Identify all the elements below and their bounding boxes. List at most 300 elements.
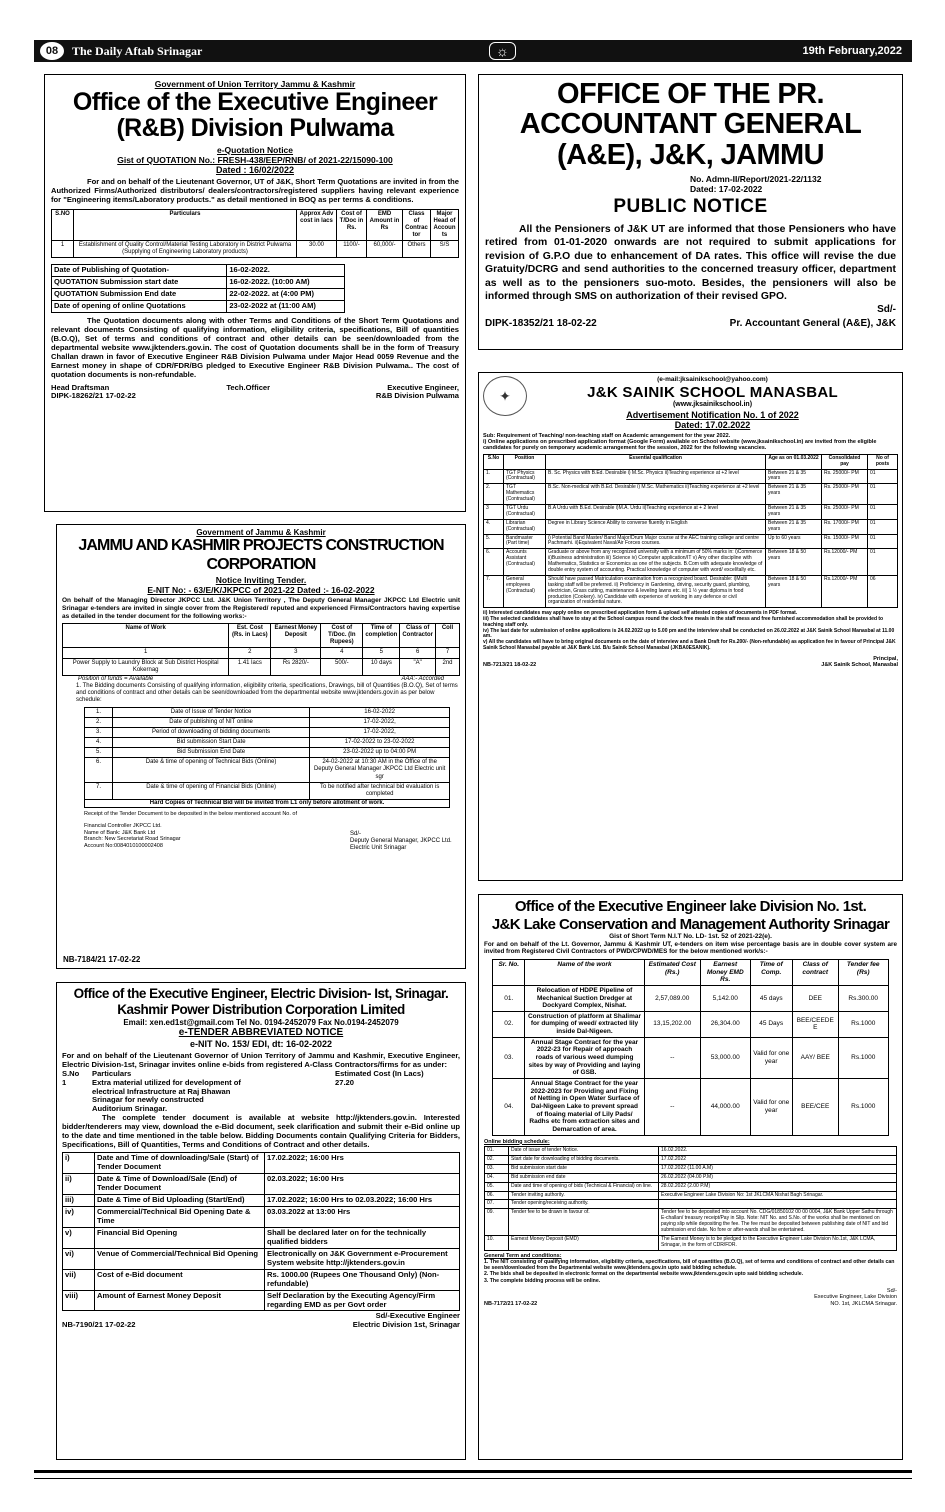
jkpcc-sd: Sd/-: [350, 831, 362, 838]
sainik-dated: Dated: 17.02.2022: [674, 420, 751, 431]
table-cell: 44,000.00: [700, 1079, 750, 1136]
table-cell: Commercial/Technical Bid Opening Date & Time: [95, 1206, 265, 1227]
table-row: [85, 782, 450, 799]
table-cell: Rs. 1000.00 (Rupees One Thousand Only) (Non-refundable): [265, 1269, 460, 1290]
table-cell: Bandmaster (Part time): [504, 534, 546, 549]
table-cell: 13,15,202.00: [644, 1011, 700, 1037]
table-cell: 01: [868, 519, 898, 534]
table-row: [485, 1147, 897, 1156]
table-header-row: [63, 624, 460, 648]
kpdcl-notice: [56, 982, 466, 1460]
table-row: [85, 758, 450, 782]
table-header-row: [493, 959, 888, 985]
jkpcc-govt: Government of Jammu & Kashmir: [196, 528, 326, 537]
table-cell: 17-02-2022,: [310, 718, 450, 728]
table-cell: 03.03.2022 at 13:00 Hrs: [265, 1206, 460, 1227]
table-cell: 26,304.00: [700, 1011, 750, 1037]
table-cell: Date of publishing of NIT online: [113, 718, 310, 728]
table-cell: Rs.12000/- PM: [822, 549, 868, 576]
sainik-intro: i) Online applications on prescribed application format (Google Form) available on School website (www.jksainikschool.in) are invited from the eligible candidates for purely on temporary academic arrangement for the session, 2022 for the following vacancies.: [483, 439, 877, 452]
sainik-title: J&K SAINIK SCHOOL MANASBAL: [587, 383, 838, 401]
jkpcc-acct-line: Account No:0084010100002408: [84, 842, 163, 849]
table-cell: 26.02.2022 (04.00 P.M): [659, 1173, 897, 1182]
rnb-notice: e-Quotation Notice: [216, 144, 294, 155]
table-cell: 30.00: [297, 241, 337, 258]
table-row: [52, 265, 345, 277]
kpdcl-w-sno: 1: [62, 1077, 67, 1087]
kpdcl-w-cost: 27.20: [335, 1077, 355, 1087]
table-row: [52, 241, 459, 258]
table-cell: Between 21 & 35 years: [766, 504, 822, 519]
page-header-bar: [34, 40, 912, 62]
rnb-dates-table: [51, 264, 345, 312]
ag-sd: Sd/-: [877, 303, 896, 315]
table-cell: Date and Time of downloading/Sale (Start) of Tender Document: [95, 1153, 265, 1174]
table-cell: Date of issue of tender Notice.: [509, 1147, 659, 1156]
table-row: [63, 1248, 460, 1269]
table-cell: 2.: [85, 718, 113, 728]
table-row: [484, 534, 898, 549]
table-cell: 10.: [485, 1235, 509, 1250]
table-cell: "A": [400, 658, 436, 675]
sainik-ref: NB-7213/21 18-02-22: [483, 662, 537, 669]
table-cell: 02.03.2022; 16:00 Hrs: [265, 1174, 460, 1195]
sainik-email: (e-mail:jksainikschool@yahoo.com): [657, 376, 768, 383]
table-cell: Accounts Assistant (Contractual): [504, 549, 546, 576]
table-cell: 17.02.2022; 16:00 Hrs: [265, 1153, 460, 1174]
table-row: [85, 707, 450, 717]
table-cell: 07.: [485, 1200, 509, 1209]
table-cell: Others: [403, 241, 431, 258]
lcma-gist: Gist of Short Term N.I.T No. LD- 1st. 52 of 2021-22(e).: [609, 933, 772, 941]
table-cell: Rs. 25000/- PM: [822, 504, 868, 519]
jkpcc-ref: NB-7184/21 17-02-22: [63, 954, 141, 964]
page-number: 08: [40, 42, 64, 60]
rnb-gist: Gist of QUOTATION No.: FRESH-438/EEP/RNB/ of 2021-22/15090-100: [117, 154, 393, 165]
table-cell: Rs.1000: [838, 1037, 888, 1078]
table-cell: 24-02-2022 at 10:30 AM in the Office of the Deputy General Manager JKPCC Ltd Electric unit sgr: [310, 758, 450, 782]
kpdcl-title-1: Office of the Executive Engineer, Electric Division- Ist, Srinagar.: [73, 986, 449, 1001]
rnb-ref: DIPK-18262/21 17-02-22: [51, 391, 136, 401]
table-cell: iv): [63, 1206, 95, 1227]
table-cell: 02.: [485, 1156, 509, 1165]
table-header: Cost of T/Doc. (In Rupees): [321, 624, 363, 648]
table-cell: Date & Time of Download/Sale (End) of Tender Document: [95, 1174, 265, 1195]
table-cell: Tender fee to be drawn in favour of.: [509, 1209, 659, 1236]
table-cell: 10 days: [363, 658, 400, 675]
table-cell: Rs.1000: [838, 1079, 888, 1136]
table-cell: Bid submission start date: [509, 1164, 659, 1173]
table-cell: v): [63, 1227, 95, 1248]
lcma-notice: [478, 894, 903, 1460]
table-header: Consolidated pay: [822, 454, 868, 469]
table-header: Cost of T/Doc in Rs.: [337, 210, 367, 241]
jkpcc-p1: 1. The Bidding documents Consisting of qualifying information, eligibility criteria, specifications, Drawings, bill of Quantities (B.O.Q), Set of terms and conditions of contract and other details can be seen/downloaded from the departmental website www.jktenders.gov.in as per below schedule:: [76, 682, 458, 703]
table-header: Position: [504, 454, 546, 469]
table-cell: Earnest Money Deposit (EMD): [509, 1235, 659, 1250]
lcma-gen-item: 2. The bids shall be deposited in electronic format on the departmental website www.jktenders.gov.in upto said bidding schedule.: [484, 1271, 804, 1278]
sainik-school-notice: [478, 372, 903, 881]
table-cell: Between 21 & 35 years: [766, 469, 822, 484]
table-cell: vii): [63, 1269, 95, 1290]
table-cell: S/S: [431, 241, 459, 258]
table-header: Class of Contractor: [400, 624, 436, 648]
table-cell: --: [644, 1079, 700, 1136]
table-row: [52, 277, 345, 289]
table-cell: 3: [271, 648, 321, 658]
table-cell: 1.: [484, 469, 504, 484]
jkpcc-aaa: AAA:- Accorded: [401, 675, 444, 682]
table-cell: 09.: [485, 1209, 509, 1236]
table-row: [63, 1206, 460, 1227]
kpdcl-title-2: Kashmir Power Distribution Corporation Limited: [117, 1001, 405, 1017]
table-cell: Date & time of opening of Financial Bids (Online): [113, 782, 310, 799]
table-cell: Venue of Commercial/Technical Bid Opening: [95, 1248, 265, 1269]
sainik-principal: Principal,: [873, 655, 898, 662]
sig-division: R&B Division Pulwama: [375, 391, 459, 401]
sainik-note: v) All the candidates will have to bring original documents on the date of interview and a Bank Draft for Rs.200/- (Non-refundable) as application fee in favour of Principal J&K Sainik School Manasbal payable at J&K Bank Ltd. B/u Sainik School Manasbal (JKBA0ESANIK).: [483, 639, 896, 651]
table-cell: 23-02-2022 at (11:00 AM): [227, 301, 344, 313]
table-cell: 06: [868, 575, 898, 607]
jkpcc-sign: Deputy General Manager, JKPCC Ltd. Electric Unit Srinagar: [350, 838, 452, 852]
table-cell: i): [63, 1153, 95, 1174]
table-row: [485, 1191, 897, 1200]
table-header: Age as on 01.03.2022: [766, 454, 822, 469]
table-header: Time of Comp.: [750, 959, 792, 985]
table-row: [63, 1227, 460, 1248]
table-header-row: [484, 454, 898, 469]
table-cell: 01.: [493, 985, 525, 1011]
jkpcc-acct-line: Branch: New Secretariat Road Srinagar: [84, 836, 181, 843]
kpdcl-sd: Sd/-Executive Engineer: [375, 1311, 460, 1321]
table-row: [493, 985, 888, 1011]
lcma-title-2: J&K Lake Conservation and Management Authority Srinagar: [491, 915, 890, 933]
table-row: [485, 1156, 897, 1165]
kpdcl-schedule-table: [62, 1152, 460, 1311]
table-cell: 1.41 lacs: [229, 658, 271, 675]
table-cell: --: [644, 1037, 700, 1078]
table-cell: Period of downloading of bidding documents: [113, 728, 310, 738]
table-cell: Power Supply to Laundry Block at Sub District Hospital Kokernag: [63, 658, 229, 675]
jkpcc-receipt: Receipt of the Tender Document to be deposited in the below mentioned account No. of: [84, 810, 298, 817]
table-cell: 05.: [485, 1182, 509, 1191]
table-cell: Valid for one year: [750, 1037, 792, 1078]
table-cell: Rs. 25000/- PM: [822, 469, 868, 484]
table-header: No of posts: [868, 454, 898, 469]
table-cell: BEE/CEEDE E: [792, 1011, 838, 1037]
rnb-title-2: (R&B) Division Pulwama: [116, 114, 394, 143]
jkpcc-intro: On behalf of the Managing Director JKPCC Ltd. J&K Union Territory , The Deputy General Manager JKPCC Ltd Electric unit Srinagar e-tenders are invited in single cover from the Registered/ reputed and experienced Firms/Contractors having expertise as detailed in the tender document for the following works:-: [62, 597, 460, 620]
table-row: [85, 738, 450, 748]
table-row: [52, 289, 345, 301]
kpdcl-notice-title: e-TENDER ABBREVIATED NOTICE: [178, 1027, 344, 1039]
lcma-sd: Sd/-: [886, 1287, 897, 1294]
table-cell: 2: [229, 648, 271, 658]
table-cell: 17.02.2022; 16:00 Hrs to 02.03.2022; 16:00 Hrs: [265, 1194, 460, 1206]
table-header: Time of completion: [363, 624, 400, 648]
rnb-dated: Dated : 16/02/2022: [215, 164, 295, 175]
table-cell: QUOTATION Submission End date: [52, 289, 227, 301]
table-row: [63, 658, 460, 675]
table-cell: viii): [63, 1290, 95, 1311]
table-cell: 45 Days: [750, 1011, 792, 1037]
table-cell: 1: [52, 241, 74, 258]
table-cell: Establishment of Quality Control/Material Testing Laboratory in District Pulwama (Supplying of Engineering Laboratory products): [74, 241, 297, 258]
table-cell: 5,142.00: [700, 985, 750, 1011]
table-cell: B.A Urdu with B.Ed. Desirable i)M.A. Urdu ii)Teaching experience at + 2 level: [546, 504, 766, 519]
rnb-govt: Government of Union Territory Jammu & Kashmir: [154, 79, 356, 89]
issue-date: 19th February,2022: [802, 44, 902, 57]
jkpcc-acct-line: Name of Bank: J&K Bank Ltd: [84, 829, 156, 836]
table-cell: Start date for downloading of bidding documents.: [509, 1156, 659, 1165]
table-cell: Degree in Library Science Ability to converse fluently in English: [546, 519, 766, 534]
lcma-schedule-table: [484, 1146, 897, 1251]
table-cell: 17.02.2022: [659, 1156, 897, 1165]
bottom-rule-thin: [34, 1478, 912, 1479]
table-cell: 2nd: [436, 658, 460, 675]
sainik-table: [483, 454, 898, 609]
kpdcl-contact: Email: xen.ed1st@gmail.com Tel No. 0194-2452079 Fax No.0194-2452079: [123, 1017, 399, 1027]
table-row: [63, 1194, 460, 1206]
table-cell: 1100/-: [337, 241, 367, 258]
table-cell: 1: [63, 648, 229, 658]
lcma-sign: Executive Engineer, Lake Division NO. 1st, JKLCMA Srinagar.: [814, 1294, 897, 1307]
table-cell: 53,000.00: [700, 1037, 750, 1078]
table-cell: 7.: [484, 575, 504, 607]
ag-ref: DIPK-18352/21 18-02-22: [485, 317, 597, 329]
jkpcc-work-table: [62, 623, 460, 675]
table-cell: 01: [868, 469, 898, 484]
table-row: [493, 1079, 888, 1136]
table-cell: Date of Publishing of Quotation-: [52, 265, 227, 277]
sainik-adv: Advertisement Notification No. 1 of 2022: [626, 409, 799, 420]
table-cell: 5.: [85, 748, 113, 758]
table-cell: B. Sc. Physics with B.Ed. Desirable i) M.Sc. Physics ii)Teaching experience at +2 level: [546, 469, 766, 484]
jkpcc-hard: Hard Copies of Technical Bid will be invited from L1 only before allotment of work.: [84, 800, 450, 808]
table-row: [493, 1037, 888, 1078]
table-cell: Relocation of HDPE Pipeline of Mechanical Suction Dredger at Dockyard Complex, Nishat.: [525, 985, 644, 1011]
table-cell: Valid for one year: [750, 1079, 792, 1136]
table-header: Estimated Cost (Rs.): [644, 959, 700, 985]
table-cell: Bid submission end date: [509, 1173, 659, 1182]
table-cell: [659, 1200, 897, 1209]
lcma-ref: NB-7172/21 17-02-22: [484, 1300, 538, 1307]
rnb-pulwama-notice: [44, 74, 466, 512]
kpdcl-ref: NB-7190/21 17-02-22: [62, 1320, 136, 1330]
table-cell: 01: [868, 534, 898, 549]
table-cell: 01: [868, 484, 898, 505]
sainik-sub: Sub: Requirement of Teaching/ non-teaching staff on Academic arrangement for the year 2022.: [483, 432, 731, 439]
table-cell: Should have passed Matriculation examination from a recognized board. Desirable: i)Multi tasking staff will be preferred. ii) Proficiency in Gardening, driving, security guard, plumbing, electrician, Grass cutting, maintenance & leveling lawns etc. iii) 1 ½ year diploma in food production (Cookery). iv) Candidate with experience of working in any defence or civil organization of residential nature.: [546, 575, 766, 607]
table-header: Name of the work: [525, 959, 644, 985]
table-row: [484, 549, 898, 576]
lcma-work-table: [492, 959, 888, 1136]
table-cell: iii): [63, 1194, 95, 1206]
table-cell: 6: [400, 648, 436, 658]
table-row: [485, 1200, 897, 1209]
sainik-school-sign: J&K Sainik School, Manasbal: [821, 662, 898, 669]
table-cell: 6.: [484, 549, 504, 576]
rnb-table: [51, 209, 459, 258]
jkpcc-schedule-table: [84, 707, 450, 800]
table-cell: 4.: [484, 519, 504, 534]
table-cell: Electronically on J&K Government e-Procurement System website http://jktenders.gov.in: [265, 1248, 460, 1269]
table-cell: 28.02.2022 (2.00 P.M): [659, 1182, 897, 1191]
table-cell: 4: [321, 648, 363, 658]
table-cell: The Earnest Money is to be pledged to the Executive Engineer Lake Division No.1st, J&K LCMA, Srinagar, in the form of CDR/FDR.: [659, 1235, 897, 1250]
table-cell: Financial Bid Opening: [95, 1227, 265, 1248]
ag-heading: PUBLIC NOTICE: [613, 196, 768, 218]
table-cell: AAY/ BEE: [792, 1037, 838, 1078]
table-row: [485, 1209, 897, 1236]
table-header: Coll: [436, 624, 460, 648]
table-cell: Self Declaration by the Executing Agency/Firm regarding EMD as per Govt order: [265, 1290, 460, 1311]
table-row: [63, 1153, 460, 1174]
table-cell: Shall be declared later on for the technically qualified bidders: [265, 1227, 460, 1248]
table-cell: 16-02-2022.: [227, 265, 344, 277]
table-cell: 01: [868, 504, 898, 519]
bottom-rule: [34, 1470, 912, 1473]
table-header: Est. Cost (Rs. in Lacs): [229, 624, 271, 648]
table-cell: 5.: [484, 534, 504, 549]
table-header: Sr. No.: [493, 959, 525, 985]
table-cell: Tender inviting authority.: [509, 1191, 659, 1200]
table-cell: 7.: [85, 782, 113, 799]
table-cell: Construction of platform at Shalimar for dumping of weed/ extracted lily inside Dal-Nigeen.: [525, 1011, 644, 1037]
table-cell: Cost of e-Bid document: [95, 1269, 265, 1290]
table-cell: TGT Physics (Contractual): [504, 469, 546, 484]
table-cell: Executive Engineer Lake Division No: 1st JKLCMA Nishat Bagh Srinagar.: [659, 1191, 897, 1200]
table-header: Approx Adv cost in lacs: [297, 210, 337, 241]
table-cell: Rs.300.00: [838, 985, 888, 1011]
table-cell: Tender fee to be deposited into account No. CDG/01850102 00 00 0004, J&K Bank Upper Sathu through E-challan/ treasury receipt/Pay in Slip. Note: NIT No. and S.No. of the works shall be mentioned on paying slip while depositing the fee. The fee must be deposited between publishing date of NIT and bid submission end date. No fore or after-wards shall be entertained.: [659, 1209, 897, 1236]
lcma-sched-title: Online bidding schedule:: [484, 1138, 550, 1145]
table-cell: TGT Urdu (Contractual): [504, 504, 546, 519]
lcma-gen-title: General Term and conditions:: [484, 1252, 562, 1259]
table-row: [484, 575, 898, 607]
table-row: [493, 1011, 888, 1037]
table-cell: Tender opening/receiving authority.: [509, 1200, 659, 1209]
table-cell: Bid submission Start Date: [113, 738, 310, 748]
ag-sign: Pr. Accountant General (A&E), J&K: [729, 317, 896, 329]
lcma-title-1: Office of the Executive Engineer lake Division No. 1st.: [514, 898, 867, 915]
table-cell: Rs. 17000/- PM: [822, 519, 868, 534]
table-cell: Up to 60 years: [766, 534, 822, 549]
table-cell: 04.: [485, 1173, 509, 1182]
table-cell: 22-02-2022. at (4:00 PM): [227, 289, 344, 301]
newspaper-name: The Daily Aftab Srinagar: [72, 43, 203, 58]
sig-executive-engineer: Executive Engineer,: [387, 382, 459, 392]
table-header: S.No: [484, 454, 504, 469]
table-cell: 45 days: [750, 985, 792, 1011]
table-cell: ii): [63, 1174, 95, 1195]
table-header: EMD Amount in Rs: [367, 210, 403, 241]
rnb-para-2: The Quotation documents along with other Terms and Conditions of the Short Term Quotations and relevant documents Consisting of qualifying information, eligibility criteria, specifications, Bill of quantities (B.O.Q), Set of terms and conditions of contract and other details can be seen/downloaded from the departmental website www.jktenders.gov.in. The cost of Quotation documents shall be in the form of Treasury Challan drawn in favor of Executive Engineer R&B Division Pulwama under Major Head 0059 Revenue and the Earnest money in shape of CDR/FDR/BG pledged to Executive Engineer R&B Division Pulwama.. The cost of quotation documents is non-refundable.: [51, 315, 459, 379]
kpdcl-intro: For and on behalf of the Lieutenant Governor of Union Territory of Jammu and Kashmir, Executive Engineer, Electric Division-1st, Srinagar invites online e-bids from registered A-Class Contractors/firms for as under:: [62, 1050, 460, 1069]
table-cell: Rs 2820/-: [271, 658, 321, 675]
table-cell: 23-02-2022 up to 04:00 PM: [310, 748, 450, 758]
newspaper-logo: ☼: [489, 42, 516, 61]
table-cell: Amount of Earnest Money Deposit: [95, 1290, 265, 1311]
table-cell: 2.: [484, 484, 504, 505]
table-cell: Between 18 & 50 years: [766, 575, 822, 607]
table-row: [63, 1174, 460, 1195]
table-cell: i) Potential Band Master/ Band Major/Drum Major course at the AEC training college and centre Pachmarhi. ii)Equivalent Naval/Air Forces courses.: [546, 534, 766, 549]
table-header: S.NO: [52, 210, 74, 241]
sainik-note: iii) The selected candidates shall have to stay at the School campus round the clock free meals in the staff mess and free furnished accommodation shall be provided to teaching staff only.: [483, 616, 884, 628]
table-cell: 500/-: [321, 658, 363, 675]
table-header: Tender fee (Rs): [838, 959, 888, 985]
table-cell: DEE: [792, 985, 838, 1011]
table-cell: 16.02.2022.: [659, 1147, 897, 1156]
kpdcl-enit: e-NIT No. 153/ EDI, dt: 16-02-2022: [189, 1039, 333, 1050]
table-header: Particulars: [74, 210, 297, 241]
table-cell: Date & time of opening of Technical Bids (Online): [113, 758, 310, 782]
kpdcl-w-particulars: Extra material utilized for development of electrical Infrastructure at Raj Bhawan Srinagar for newly constructed Auditorium Srinagar.: [92, 1077, 241, 1114]
table-cell: 03.: [493, 1037, 525, 1078]
sainik-web: (www.jksainikschool.in): [672, 401, 753, 409]
table-cell: 2,57,089.00: [644, 985, 700, 1011]
table-cell: Date & Time of Bid Uploading (Start/End): [95, 1194, 265, 1206]
sig-head-draftsman: Head Draftsman: [51, 382, 110, 392]
table-cell: 17.02.2022 (11.00 A.M): [659, 1164, 897, 1173]
table-cell: Annual Stage Contract for the year 2022-23 for Repair of approach roads of various weed dumping sites by way of Providing and laying of GSB.: [525, 1037, 644, 1078]
table-cell: Rs. 25000/- PM: [822, 484, 868, 505]
table-cell: 17-02-2022,: [310, 728, 450, 738]
table-cell: Rs.1000: [838, 1011, 888, 1037]
sig-tech-officer: Tech.Officer: [226, 382, 271, 392]
table-cell: 3: [484, 504, 504, 519]
jkpcc-notice-title: Notice Inviting Tender.: [215, 575, 307, 586]
table-row: [85, 728, 450, 738]
kpdcl-para: The complete tender document is available at website http://jktenders.gov.in. Interested bidder/tenderers may view, download the e-Bid document, seek clarification and submit their e-Bid online up to the date and time mentioned in the table below. Bidding Documents contain Qualifying Criteria for Bidders, Specifications, Bill of Quantities, Terms and Conditions of Contract and other details.: [62, 1113, 460, 1150]
kpdcl-h-sno: S.No: [62, 1068, 80, 1078]
ag-body: All the Pensioners of J&K UT are informed that those Pensioners who have retired from 01-01-2020 onwards are not required to submit applications for revision of G.P.O due to enhancement of DA rates. This office will revise the due Gratuity/DCRG and send authorities to the concerned treasury officer, department as well as to the pensioners suo-moto. Besides, the pensioners will also be informed through SMS on authorization of their revised GPO.: [485, 223, 896, 303]
table-cell: 02.: [493, 1011, 525, 1037]
sainik-note: iv) The last date for submission of online applications is 24.02.2022 up to 5.00 pm and the interview shall be conducted on 26.02.2022 at J&K Sainik School Manasbal at 11.00 am.: [483, 627, 895, 640]
table-header: Major Head of Accoun ts: [431, 210, 459, 241]
table-cell: Annual Stage Contract for the year 2022-2023 for Providing and Fixing of Netting in Open Water Surface of Dal-Nigeen Lake to prevent spread of floaing material of Lily Pads/ Radhs etc from extraction sites and Demarcation of area.: [525, 1079, 644, 1136]
ag-no: No. Admn-II/Report/2021-22/1132: [690, 174, 822, 185]
school-crest-icon: ✦: [483, 376, 527, 416]
table-cell: 3.: [85, 728, 113, 738]
table-header: Class of Contrac tor: [403, 210, 431, 241]
sainik-note: ii) Interested candidates may apply online on prescribed application form & upload self attested copies of documents in PDF format.: [483, 610, 798, 617]
table-row: [52, 301, 345, 313]
kpdcl-h-particulars: Particulars: [92, 1068, 132, 1078]
jkpcc-notice: [56, 524, 466, 969]
ag-public-notice: [478, 74, 903, 350]
table-row: [485, 1173, 897, 1182]
table-cell: Graduate or above from any recognized university with a minimum of 50% marks in: i)Commerce ii)Business administration iii) Science iv) Computer application/IT v) Any other discipline with Mathematics, Statistics or Economics as one of the subjects. B.Com with adequate knowledge of double entry system of accounting. Practical knowledge of computer with word/ excel/tally etc.: [546, 549, 766, 576]
lcma-gen-item: 3. The complete bidding process will be online.: [484, 1277, 601, 1284]
table-cell: 06.: [485, 1191, 509, 1200]
table-header: Earnest Money Deposit: [271, 624, 321, 648]
table-header: Name of Work: [63, 624, 229, 648]
table-row: [484, 469, 898, 484]
rnb-para-1: For and on behalf of the Lieutenant Governor, UT of J&K, Short Term Quotations are invited in from the Authorized Firms/Authorized distributors/ dealers/contractors/registered suppliers having relevant experience for "Engineering items/Laboratory products." as detail mentioned in BOQ as per terms & conditions.: [51, 177, 459, 205]
table-header: Class of contract: [792, 959, 838, 985]
table-cell: 7: [436, 648, 460, 658]
lcma-intro: For and on behalf of the Lt. Governor, Jammu & Kashmir UT, e-tenders on item wise percentage basis are in double cover system are invited from Registered Civil Contractors of PWD/CPWD/MES for the below mentioned work/s:-: [484, 941, 897, 956]
table-cell: Date and time of opening of bids (Technical & Financial) on line.: [509, 1182, 659, 1191]
table-cell: To be notified after technical bid evaluation is completed: [310, 782, 450, 799]
ag-title-2: (A&E), J&K, JAMMU: [557, 138, 824, 171]
table-cell: General employees (Contractual): [504, 575, 546, 607]
table-cell: 6.: [85, 758, 113, 782]
table-cell: BEE/CEE: [792, 1079, 838, 1136]
table-cell: vi): [63, 1248, 95, 1269]
